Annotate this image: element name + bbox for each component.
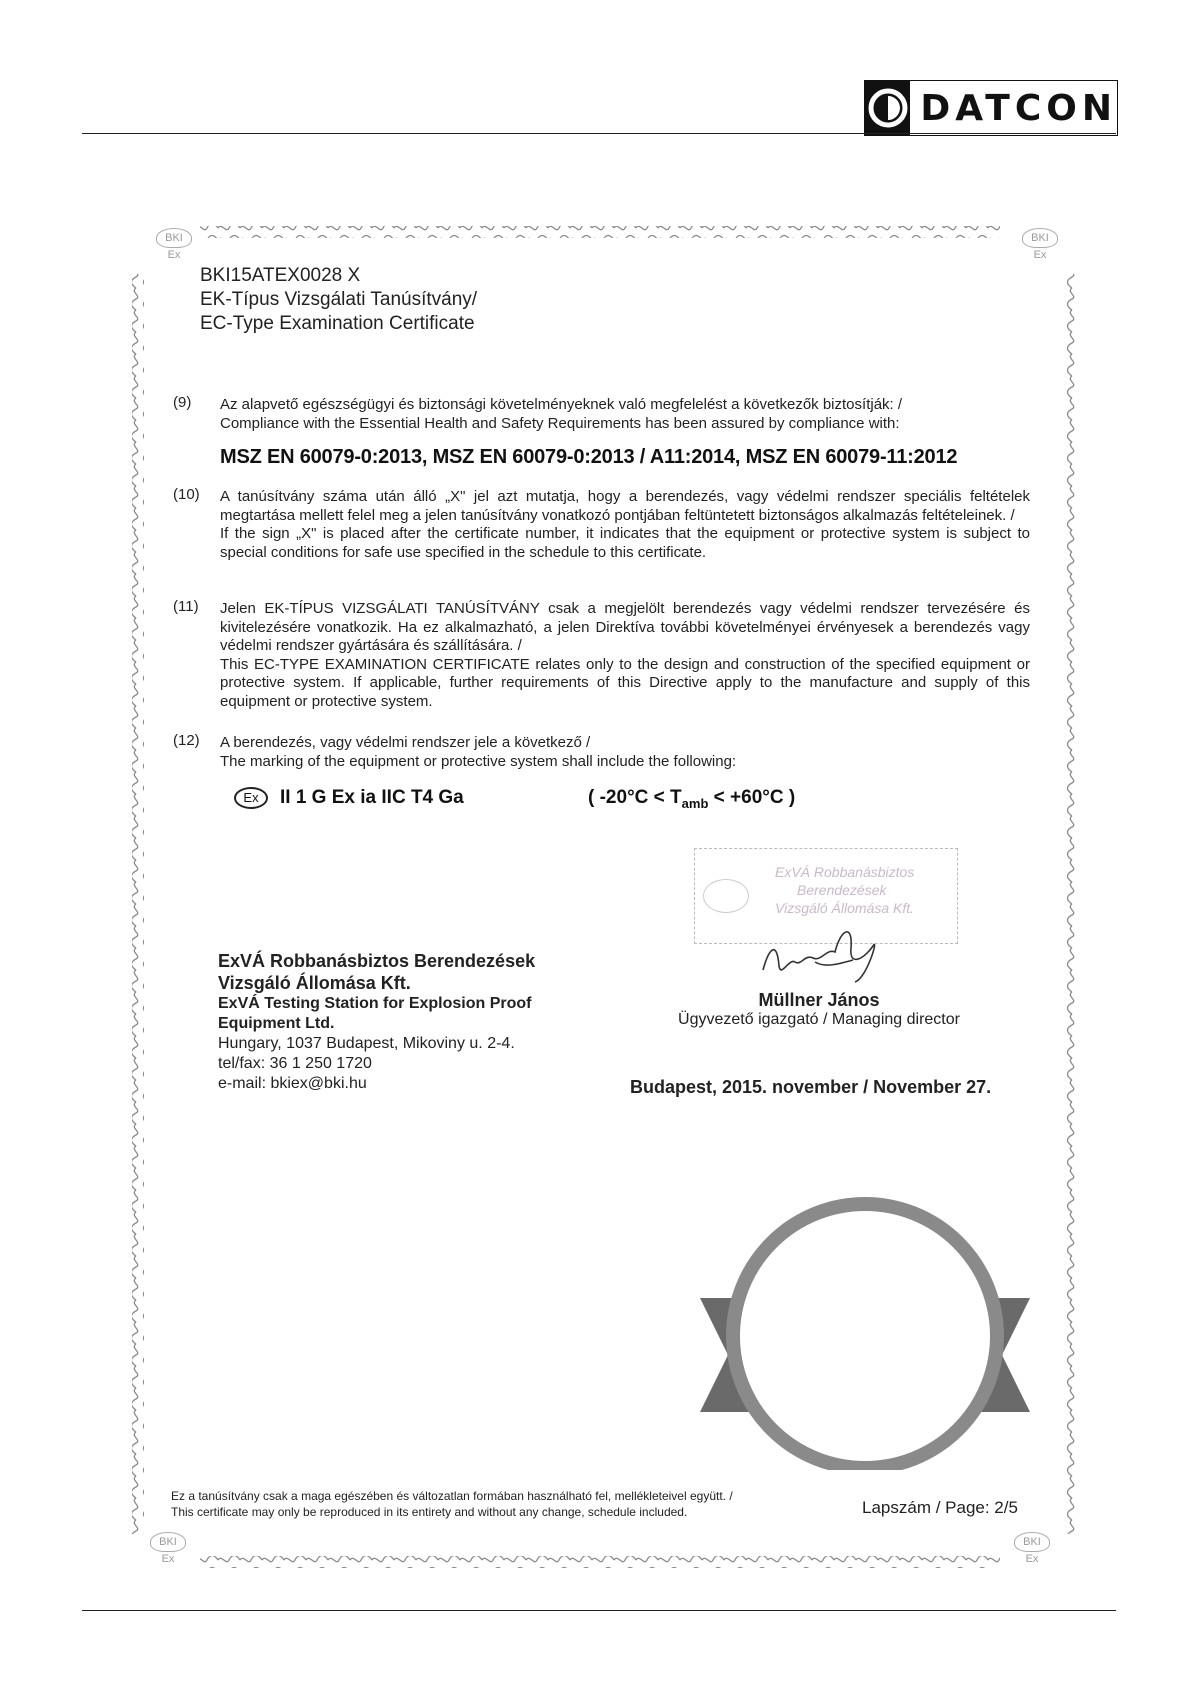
- temp-suffix: < +60°C ): [708, 787, 796, 808]
- certificate-number: BKI15ATEX0028 X: [200, 265, 361, 286]
- signer-block: [668, 990, 970, 1029]
- page-number: Lapszám / Page: 2/5: [862, 1498, 1018, 1517]
- footer-rule: [82, 1610, 1116, 1611]
- section-11-en: This EC-TYPE EXAMINATION CERTIFICATE relates only to the design and construction of the specified equipment or protective system. If applicable, further requirements of this Directive apply to the manufacture and supply of this equipment or protective system.: [220, 655, 1030, 710]
- ex-label: Ex: [167, 249, 181, 261]
- bki-label: BKI: [1014, 1532, 1050, 1552]
- bki-label: BKI: [150, 1532, 186, 1552]
- corner-stamp-top-left: [156, 228, 192, 261]
- issuer-name-en-2: Equipment Ltd.: [218, 1015, 335, 1032]
- section-11-number: (11): [173, 598, 199, 615]
- section-9-hu: Az alapvető egészségügyi és biztonsági követelményeknek való megfelelést a következők biztosítják: /: [220, 396, 903, 413]
- section-9-text: [220, 396, 1030, 433]
- equipment-marking: [234, 787, 464, 809]
- footer-en: This certificate may only be reproduced in its entirety and without any change, schedule included.: [171, 1505, 688, 1519]
- bki-label: BKI: [156, 228, 192, 248]
- corner-stamp-bottom-left: [150, 1532, 186, 1565]
- datcon-logo-text: DATCON: [920, 87, 1117, 129]
- certificate-header: [200, 264, 477, 336]
- section-11-text: [220, 600, 1030, 711]
- section-10-number: (10): [173, 486, 200, 503]
- signer-name: Müllner János: [758, 990, 880, 1010]
- issuer-name-hu-2: Vizsgáló Állomása Kft.: [218, 973, 411, 993]
- section-11-hu: Jelen EK-TÍPUS VIZSGÁLATI TANÚSÍTVÁNY csak a megjelölt berendezés vagy védelmi rendszer tervezésére és kivitelezésére vonatkozik. Ha ez alkalmazható, a jelen Direktíva további követelményei érvényesek a berendezés vagy védelmi rendszer gyártására és szállítására. /: [220, 600, 1030, 654]
- issuer-name-en-1: ExVÁ Testing Station for Explosion Proof: [218, 995, 532, 1012]
- temperature-range: [588, 787, 795, 811]
- issuer-email: e-mail: bkiex@bki.hu: [218, 1075, 367, 1092]
- issuer-name-hu-1: ExVÁ Robbanásbiztos Berendezések: [218, 951, 536, 971]
- section-9-number: (9): [173, 394, 192, 411]
- section-9-standards: MSZ EN 60079-0:2013, MSZ EN 60079-0:2013 / A11:2014, MSZ EN 60079-11:2012: [220, 446, 958, 468]
- corner-stamp-top-right: [1022, 228, 1058, 261]
- signature: [755, 918, 905, 998]
- section-9-en: Compliance with the Essential Health and Safety Requirements has been assured by compliance with:: [220, 414, 900, 432]
- footer-hu: Ez a tanúsítvány csak a maga egészében és változatlan formában használható fel, mellékleteivel együtt. /: [171, 1489, 733, 1503]
- stamp-line-2: Berendezések: [797, 882, 887, 898]
- ex-label: Ex: [1033, 249, 1047, 261]
- section-12-en: The marking of the equipment or protective system shall include the following:: [220, 752, 737, 770]
- section-10-en: If the sign „X" is placed after the certificate number, it indicates that the equipment or protective system is subject to special conditions for safe use specified in the schedule to this certificate.: [220, 525, 1030, 561]
- issuer-block: [218, 950, 535, 1094]
- bki-label: BKI: [1022, 228, 1058, 248]
- header-rule: [82, 133, 1116, 134]
- issuer-telfax: tel/fax: 36 1 250 1720: [218, 1055, 372, 1072]
- temp-prefix: ( -20°C < T: [588, 787, 682, 808]
- section-12-number: (12): [173, 732, 200, 749]
- ex-label: Ex: [161, 1553, 175, 1565]
- datcon-logo-icon: [865, 81, 910, 135]
- issue-date: Budapest, 2015. november / November 27.: [630, 1077, 992, 1097]
- stamp-line-1: ExVÁ Robbanásbiztos: [775, 864, 915, 880]
- certificate-footer: [171, 1488, 733, 1520]
- certificate-title-hu: EK-Típus Vizsgálati Tanúsítvány/: [200, 289, 478, 310]
- ex-label: Ex: [1025, 1553, 1039, 1565]
- section-10-text: [220, 488, 1030, 562]
- temp-sub: amb: [681, 795, 709, 811]
- seal: [700, 1180, 1030, 1470]
- section-10-hu: A tanúsítvány száma után álló „X" jel azt mutatja, hogy a berendezés, vagy védelmi rendszer speciális feltételek megtartása mellett felel meg a jelen tanúsítvány vonatkozó pontjában feltüntetett biztonságos alkalmazás feltételeinek. /: [220, 488, 1030, 524]
- corner-stamp-bottom-right: [1014, 1532, 1050, 1565]
- section-12-text: [220, 734, 1030, 771]
- signer-role: Ügyvezető igazgató / Managing director: [678, 1011, 960, 1028]
- certificate-title-en: EC-Type Examination Certificate: [200, 313, 475, 334]
- stamp-line-3: Vizsgáló Állomása Kft.: [775, 900, 915, 916]
- datcon-logo: [864, 80, 1118, 136]
- marking-code: II 1 G Ex ia IIC T4 Ga: [280, 787, 464, 809]
- section-12-hu: A berendezés, vagy védelmi rendszer jele a következő /: [220, 734, 591, 751]
- issuer-address: Hungary, 1037 Budapest, Mikoviny u. 2-4.: [218, 1035, 515, 1052]
- ex-symbol-icon: Ex: [234, 787, 268, 809]
